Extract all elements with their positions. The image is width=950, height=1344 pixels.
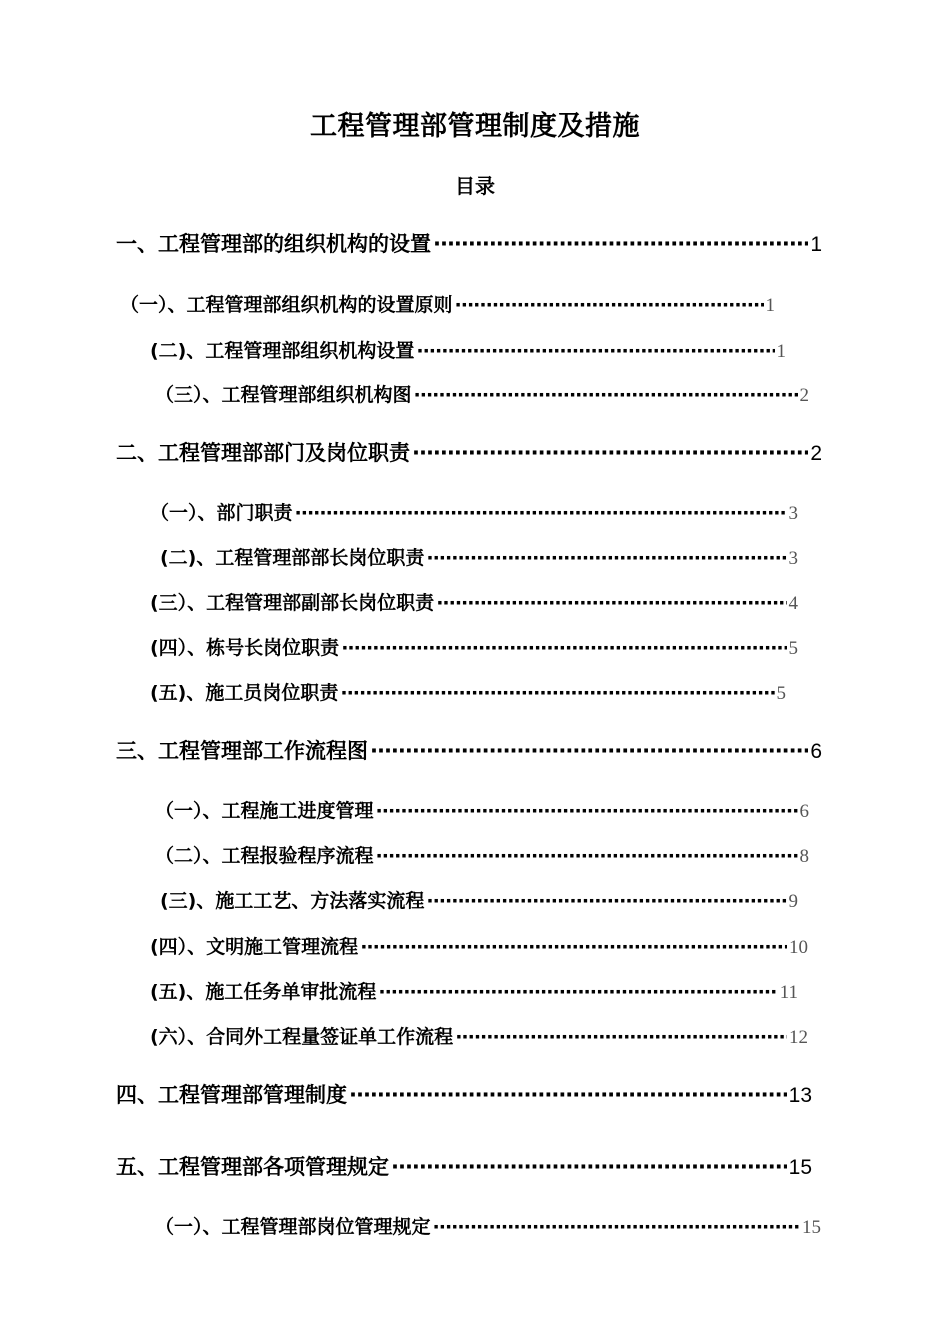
toc-leader-dots <box>349 1083 787 1107</box>
toc-entry-page: 1 <box>765 295 775 316</box>
document-title: 工程管理部管理制度及措施 <box>310 111 640 142</box>
toc-entry[interactable] <box>160 543 798 570</box>
toc-leader-dots <box>391 1155 787 1179</box>
toc-entry-label: （二）、工程报验程序流程 <box>155 845 374 867</box>
toc-leader-dots <box>426 890 786 912</box>
toc-entry-label: （一）、工程管理部组织机构的设置原则 <box>120 294 453 316</box>
toc-leader-dots <box>455 294 764 316</box>
toc-entry[interactable] <box>155 841 809 868</box>
toc-entry-label: （一）、工程管理部岗位管理规定 <box>155 1216 431 1238</box>
toc-entry-page: 5 <box>776 683 786 704</box>
toc-leader-dots <box>436 592 786 614</box>
toc-entry-page: 10 <box>789 937 808 958</box>
toc-entry-label: 五、工程管理部各项管理规定 <box>116 1155 389 1179</box>
toc-entry-label: 一、工程管理部的组织机构的设置 <box>116 232 431 256</box>
toc-entry-page: 3 <box>788 548 798 569</box>
toc-entry-page: 15 <box>802 1217 821 1238</box>
toc-entry-page: 13 <box>788 1084 812 1107</box>
toc-entry-label: （一）、工程施工进度管理 <box>155 800 374 822</box>
toc-entry[interactable] <box>150 336 786 363</box>
toc-entry[interactable] <box>116 437 822 467</box>
toc-entry[interactable] <box>155 380 809 407</box>
toc-leader-dots <box>360 936 787 958</box>
toc-entry-page: 15 <box>788 1156 812 1179</box>
toc-leader-dots <box>426 547 786 569</box>
toc-entry-page: 5 <box>788 638 798 659</box>
toc-entry[interactable] <box>150 588 798 615</box>
toc-entry-page: 6 <box>799 801 809 822</box>
toc-entry[interactable] <box>116 228 822 258</box>
toc-entry-page: 1 <box>776 341 786 362</box>
toc-entry[interactable] <box>116 1151 812 1181</box>
toc-entry-page: 6 <box>810 740 822 763</box>
toc-entry[interactable] <box>150 1022 808 1049</box>
toc-entry[interactable] <box>116 1079 812 1109</box>
toc-entry[interactable] <box>120 290 775 317</box>
toc-entry-label: (六）、合同外工程量签证单工作流程 <box>150 1026 454 1048</box>
toc-leader-dots <box>376 800 798 822</box>
toc-entry-label: （一）、部门职责 <box>150 502 293 524</box>
toc-entry[interactable] <box>150 932 808 959</box>
toc-entry-page: 8 <box>799 846 809 867</box>
toc-entry[interactable] <box>160 886 798 913</box>
toc-entry[interactable] <box>116 735 822 765</box>
toc-entry-label: (五)、施工任务单审批流程 <box>150 981 377 1003</box>
toc-leader-dots <box>340 682 774 704</box>
toc-leader-dots <box>455 1026 787 1048</box>
toc-entry[interactable] <box>150 498 798 525</box>
toc-entry-page: 12 <box>789 1027 808 1048</box>
toc-entry[interactable] <box>150 977 798 1004</box>
toc-entry-label: (二)、工程管理部组织机构设置 <box>150 340 415 362</box>
toc-leader-dots <box>416 340 774 362</box>
toc-entry-label: (三）、工程管理部副部长岗位职责 <box>150 592 435 614</box>
toc-entry-label: 三、工程管理部工作流程图 <box>116 739 368 763</box>
toc-entry-label: (二)、工程管理部部长岗位职责 <box>160 547 425 569</box>
toc-entry-label: (五)、施工员岗位职责 <box>150 682 339 704</box>
toc-entry-page: 4 <box>788 593 798 614</box>
toc-heading: 目录 <box>455 174 495 198</box>
toc-leader-dots <box>412 441 808 465</box>
toc-entry-label: （三）、工程管理部组织机构图 <box>155 384 412 406</box>
toc-entry[interactable] <box>155 796 809 823</box>
toc-entry[interactable] <box>155 1212 821 1239</box>
toc-leader-dots <box>376 845 798 867</box>
toc-leader-dots <box>341 637 786 659</box>
toc-entry[interactable] <box>150 678 786 705</box>
toc-entry-label: (三)、施工工艺、方法落实流程 <box>160 890 425 912</box>
toc-leader-dots <box>295 502 787 524</box>
toc-leader-dots <box>378 981 777 1003</box>
toc-entry-label: (四）、栋号长岗位职责 <box>150 637 340 659</box>
toc-leader-dots <box>433 1216 800 1238</box>
toc-entry-page: 3 <box>788 503 798 524</box>
toc-entry-label: (四）、文明施工管理流程 <box>150 936 359 958</box>
toc-entry-page: 2 <box>810 442 822 465</box>
toc-entry-page: 2 <box>799 385 809 406</box>
toc-entry-page: 9 <box>788 891 798 912</box>
toc-entry-page: 11 <box>779 982 798 1003</box>
toc-entry-label: 四、工程管理部管理制度 <box>116 1083 347 1107</box>
toc-leader-dots <box>414 384 798 406</box>
toc-entry-label: 二、工程管理部部门及岗位职责 <box>116 441 410 465</box>
toc-entry[interactable] <box>150 633 798 660</box>
toc-leader-dots <box>370 739 808 763</box>
toc-leader-dots <box>433 232 808 256</box>
toc-entry-page: 1 <box>810 233 822 256</box>
